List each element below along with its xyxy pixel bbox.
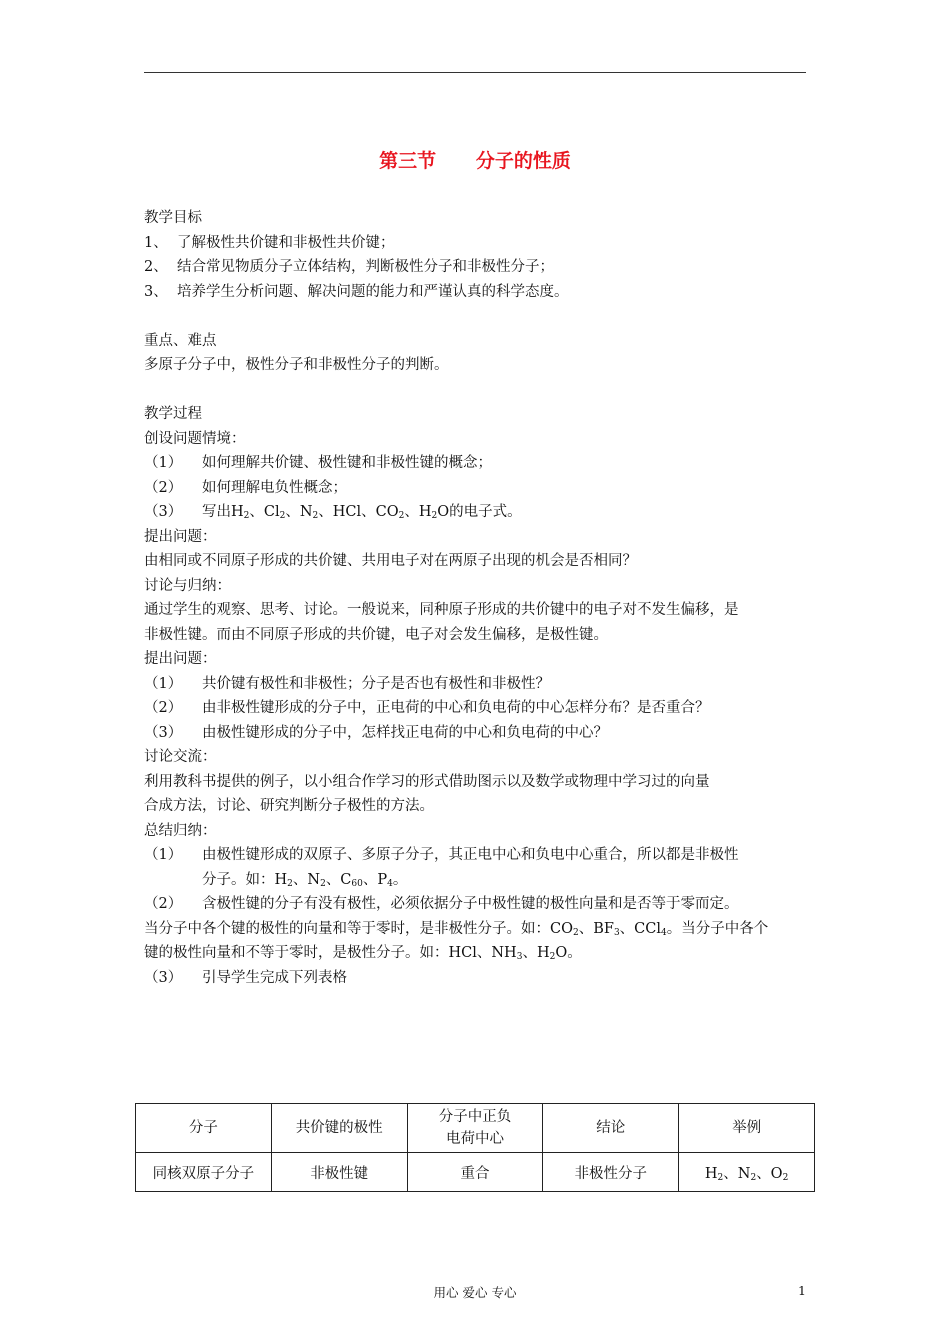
table-header-cell: 结论 (543, 1104, 679, 1153)
page-title: 第三节 分子的性质 (379, 150, 571, 172)
table-header-cell: 分子 (136, 1104, 272, 1153)
polarity-table (135, 1103, 815, 1192)
table-row (136, 1153, 815, 1192)
list-item: （1） 如何理解共价键、极性键和非极性键的概念； (144, 455, 492, 471)
list-item: （3） 写出$H_2$、$Cl_2$、$N_2$、HCl、$CO_2$、$H_2O$的电子式。 (144, 504, 522, 521)
paragraph: 通过学生的观察、思考、讨论。一般说来，同种原子形成的共价键中的电子对不发生偏移，是 (144, 602, 739, 618)
process-heading: 教学过程 (144, 406, 202, 422)
key-text: 多原子分子中，极性分子和非极性分子的判断。 (144, 357, 449, 373)
list-item-continued: 分子。如：$H_2$、$N_2$、$C_{60}$、$P_4$。 (202, 871, 408, 889)
table-cell: 重合 (407, 1153, 543, 1192)
paragraph: 合成方法，讨论、研究判断分子极性的方法。 (144, 798, 434, 814)
table-cell: 非极性键 (271, 1153, 407, 1192)
document-body (144, 206, 814, 990)
table-header-cell: 举例 (679, 1104, 815, 1153)
goal-item: 1、 了解极性共价键和非极性共价键； (144, 234, 395, 251)
paragraph: 非极性键。而由不同原子形成的共价键，电子对会发生偏移，是极性键。 (144, 626, 608, 643)
section-label: 创设问题情境： (144, 430, 246, 447)
header-rule (144, 72, 806, 73)
paragraph: 利用教科书提供的例子，以小组合作学习的形式借助图示以及数学或物理中学习过的向量 (144, 773, 710, 790)
key-heading: 重点、难点 (144, 332, 217, 349)
section-label: 提出问题： (144, 528, 217, 545)
section-label: 提出问题： (144, 651, 217, 667)
section-label: 讨论交流： (144, 749, 217, 765)
table-cell: 同核双原子分子 (136, 1153, 272, 1192)
section-label: 总结归纳： (144, 822, 217, 839)
list-item: （2） 由非极性键形成的分子中，正电荷的中心和负电荷的中心怎样分布？是否重合？ (144, 700, 710, 716)
list-item: （2） 含极性键的分子有没有极性，必须依据分子中极性键的极性向量和是否等于零而定。 (144, 896, 739, 912)
goals-heading: 教学目标 (144, 210, 202, 226)
section-label: 讨论与归纳： (144, 577, 231, 594)
page-number: 1 (798, 1283, 806, 1298)
paragraph: 当分子中各个键的极性的向量和等于零时，是非极性分子。如：$CO_2$、$BF_3$、CCl$_4$。当分子中各个 (144, 920, 769, 938)
list-item: （2） 如何理解电负性概念； (144, 479, 347, 496)
table-header-cell: 共价键的极性 (271, 1104, 407, 1153)
table-cell: 非极性分子 (543, 1153, 679, 1192)
table-header-cell: 分子中正负 电荷中心 (407, 1104, 543, 1153)
list-item: （3） 引导学生完成下列表格 (144, 969, 347, 986)
list-item: （1） 由极性键形成的双原子、多原子分子，其正电中心和负电中心重合，所以都是非极性 (144, 847, 739, 863)
table-header-row (136, 1104, 815, 1153)
page-footer: 用心 爱心 专心 (433, 1285, 517, 1300)
list-item: （3） 由极性键形成的分子中，怎样找正电荷的中心和负电荷的中心？ (144, 724, 608, 741)
paragraph: 键的极性向量和不等于零时，是极性分子。如：HCl、$NH_3$、$H_2O$。 (144, 945, 582, 962)
paragraph: 由相同或不同原子形成的共价键、共用电子对在两原子出现的机会是否相同？ (144, 553, 637, 569)
goal-item: 3、 培养学生分析问题、解决问题的能力和严谨认真的科学态度。 (144, 283, 569, 300)
list-item: （1） 共价键有极性和非极性；分子是否也有极性和非极性？ (144, 675, 550, 692)
goal-item: 2、 结合常见物质分子立体结构，判断极性分子和非极性分子； (144, 259, 554, 275)
table-cell: $H_2$、$N_2$、$O_2$ (679, 1153, 815, 1192)
